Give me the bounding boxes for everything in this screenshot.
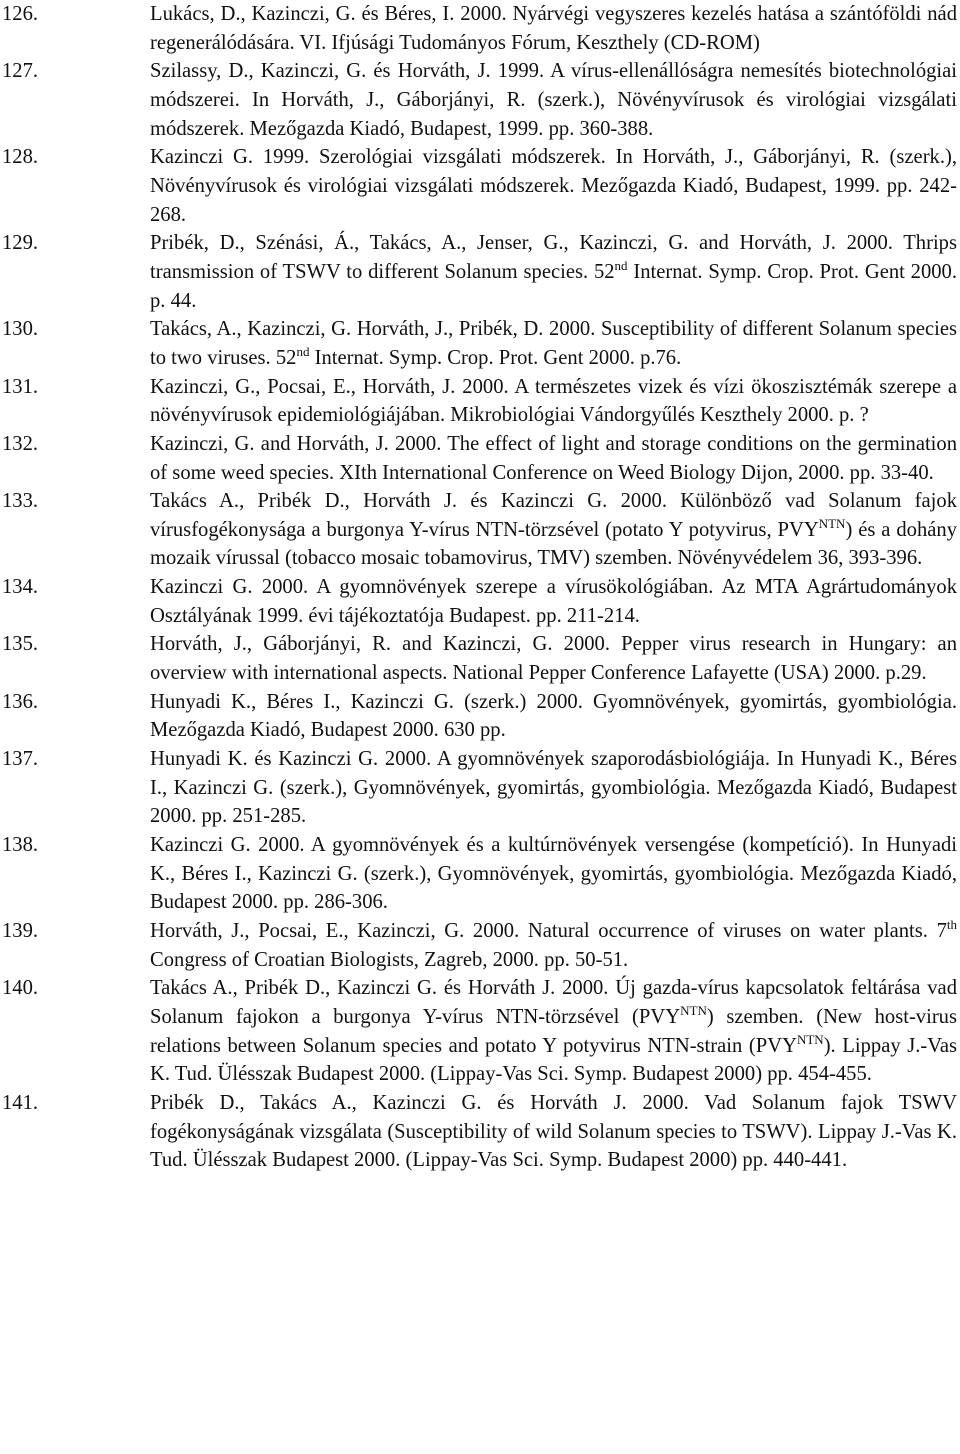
- reference-text: ) szemben. (New host-virus relations between Solanum species and potato Y potyvirus NTN-strain (PVY: [150, 1005, 957, 1057]
- reference-text: Takács, A., Kazinczi, G. Horváth, J., Pribék, D. 2000. Susceptibility of different Solanum species to two viruses. 52: [150, 318, 957, 369]
- reference-text: Szilassy, D., Kazinczi, G. és Horváth, J. 1999. A vírus-ellenállóságra nemesítés biotechnológiai módszerei. In Horváth, J., Gáborjányi, R. (szerk.), Növényvírusok és virológiai vizsgálati módszerek. Mezőgazda Kiadó, Budapest, 1999. pp. 360-388.: [150, 60, 957, 140]
- reference-text: Internat. Symp. Crop. Prot. Gent 2000. p. 44.: [150, 260, 958, 312]
- reference-text: Kazinczi G. 2000. A gyomnövények szerepe a vírusökológiában. Az MTA Agrártudományok Osztályának 1999. évi tájékoztatója Budapest. pp. 211-214.: [150, 576, 957, 627]
- reference-number: 135.: [2, 633, 39, 656]
- reference-entry: [0, 143, 960, 229]
- reference-text: Hunyadi K., Béres I., Kazinczi G. (szerk.) 2000. Gyomnövények, gyomirtás, gyombiológia. Mezőgazda Kiadó, Budapest 2000. 630 pp.: [150, 690, 957, 742]
- reference-entry: [0, 0, 960, 57]
- reference-number: 127.: [2, 60, 39, 83]
- reference-text: Hunyadi K. és Kazinczi G. 2000. A gyomnövények szaporodásbiológiája. In Hunyadi K., Béres I., Kazinczi G. (szerk.), Gyomnövények, gyomirtás, gyombiológia. Mezőgazda Kiadó, Budapest 2000. pp. 251-285.: [150, 748, 957, 828]
- reference-superscript: th: [946, 917, 957, 933]
- reference-superscript: NTN: [680, 1003, 707, 1019]
- reference-text: Takács A., Pribék D., Kazinczi G. és Horváth J. 2000. Új gazda-vírus kapcsolatok feltárása vad Solanum fajokon a burgonya Y-vírus NTN-törzsével (PVY: [150, 977, 957, 1028]
- reference-entry: [0, 229, 960, 315]
- reference-text: Congress of Croatian Biologists, Zagreb, 2000. pp. 50-51.: [150, 948, 629, 971]
- reference-text: Pribék D., Takács A., Kazinczi G. és Horváth J. 2000. Vad Solanum fajok TSWV fogékonyságának vizsgálata (Susceptibility of wild Solanum species to TSWV). Lippay J.-Vas K. Tud. Ülésszak Budapest 2000. (Lippay-Vas Sci. Symp. Budapest 2000) pp. 440-441.: [150, 1091, 957, 1172]
- reference-number: 137.: [2, 748, 39, 771]
- reference-number: 140.: [2, 977, 39, 1000]
- reference-number: 129.: [2, 232, 39, 255]
- reference-entry: [0, 688, 960, 745]
- reference-text: Pribék, D., Szénási, Á., Takács, A., Jenser, G., Kazinczi, G. and Horváth, J. 2000. Thrips transmission of TSWV to different Solanum species. 52: [150, 232, 957, 283]
- reference-number: 133.: [2, 490, 39, 513]
- reference-entry: [0, 573, 960, 630]
- reference-number: 136.: [2, 690, 39, 713]
- reference-text: Kazinczi, G. and Horváth, J. 2000. The effect of light and storage conditions on the germination of some weed species. XIth International Conference on Weed Biology Dijon, 2000. pp. 33-40.: [150, 432, 957, 484]
- reference-number: 139.: [2, 920, 39, 942]
- reference-entry: [0, 1089, 960, 1175]
- reference-entry: [0, 430, 960, 487]
- reference-text: ). Lippay J.-Vas K. Tud. Ülésszak Budapest 2000. (Lippay-Vas Sci. Symp. Budapest 2000) pp. 454-455.: [150, 1034, 957, 1086]
- reference-text: Horváth, J., Gáborjányi, R. and Kazinczi, G. 2000. Pepper virus research in Hungary: an overview with international aspects. National Pepper Conference Lafayette (USA) 2000. p.29.: [150, 633, 957, 685]
- reference-number: 138.: [2, 834, 39, 857]
- reference-text: ) és a dohány mozaik vírussal (tobacco mosaic tobamovirus, TMV) szemben. Növényvédelem 36, 393-396.: [150, 518, 957, 570]
- reference-text: Kazinczi, G., Pocsai, E., Horváth, J. 2000. A természetes vizek és vízi ökoszisztémák szerepe a növényvírusok epidemiológiájában. Mikrobiológiai Vándorgyűlés Keszthely 2000. p. ?: [150, 375, 957, 427]
- reference-number: 134.: [2, 576, 39, 599]
- reference-number: 128.: [2, 146, 39, 169]
- reference-entry: [0, 315, 960, 372]
- reference-entry: [0, 630, 960, 687]
- reference-entry: [0, 974, 960, 1089]
- reference-superscript: NTN: [796, 1031, 824, 1047]
- reference-number: 141.: [2, 1091, 39, 1114]
- reference-text: Horváth, J., Pocsai, E., Kazinczi, G. 2000. Natural occurrence of viruses on water plants. 7: [150, 920, 947, 942]
- reference-entry: [0, 831, 960, 917]
- reference-text: Lukács, D., Kazinczi, G. és Béres, I. 2000. Nyárvégi vegyszeres kezelés hatása a szántóföldi nád regenerálódására. VI. Ifjúsági Tudományos Fórum, Keszthely (CD-ROM): [150, 3, 957, 54]
- reference-superscript: nd: [614, 258, 628, 274]
- reference-entry: [0, 487, 960, 573]
- reference-text: Kazinczi G. 2000. A gyomnövények és a kultúrnövények versengése (kompetíció). In Hunyadi K., Béres I., Kazinczi G. (szerk.), Gyomnövények, gyomirtás, gyombiológia. Mezőgazda Kiadó, Budapest 2000. pp. 286-306.: [150, 834, 957, 914]
- reference-entry: [0, 745, 960, 831]
- reference-text: Internat. Symp. Crop. Prot. Gent 2000. p.76.: [309, 346, 682, 369]
- reference-number: 126.: [2, 3, 39, 25]
- reference-superscript: NTN: [818, 515, 846, 531]
- reference-text: Takács A., Pribék D., Horváth J. és Kazinczi G. 2000. Különböző vad Solanum fajok vírusfogékonysága a burgonya Y-vírus NTN-törzsével (potato Y potyvirus, PVY: [150, 490, 957, 541]
- reference-entry: [0, 373, 960, 430]
- reference-number: 132.: [2, 432, 39, 455]
- reference-number: 130.: [2, 318, 39, 341]
- reference-entry: [0, 917, 960, 974]
- reference-entry: [0, 57, 960, 143]
- reference-text: Kazinczi G. 1999. Szerológiai vizsgálati módszerek. In Horváth, J., Gáborjányi, R. (szerk.), Növényvírusok és virológiai vizsgálati módszerek. Mezőgazda Kiadó, Budapest, 1999. pp. 242-268.: [150, 146, 957, 226]
- reference-number: 131.: [2, 375, 39, 398]
- reference-superscript: nd: [296, 344, 310, 360]
